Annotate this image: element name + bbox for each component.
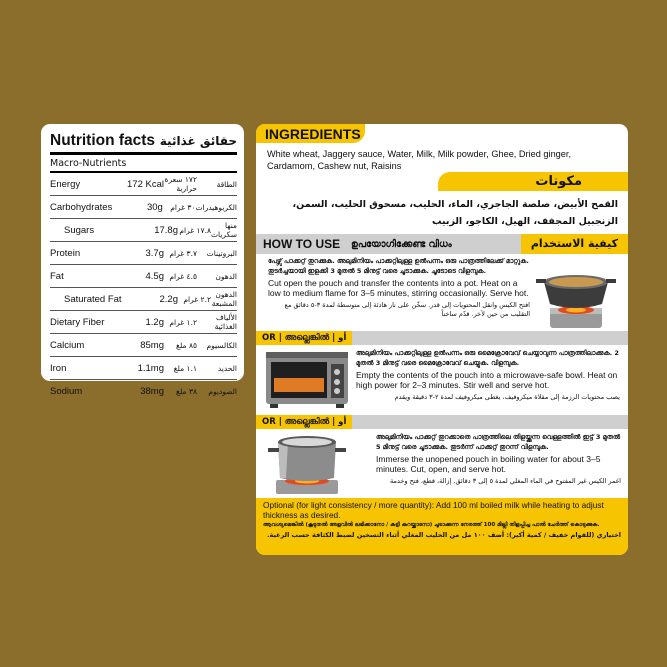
- step-text-arabic: يصب محتويات الرزمة إلى مقلاة ميكروفيف، يغطى ميكروفيف لمدة ٢-٣ دقيقة ويقدم: [394, 393, 620, 401]
- nutrient-name: Saturated Fat: [64, 293, 122, 305]
- or-label: OR | അല്ലെങ്കിൽ | أو: [256, 415, 352, 429]
- nutrient-name: Fat: [50, 270, 64, 282]
- step-text-arabic: افتح الكيس وانقل المحتويات إلى قدر. سخّن على نار هادئة إلى متوسطة لمدة ٣-٥ دقائق مع التقليب من حين لآخر. قدّم ساخناً: [284, 301, 530, 318]
- optional-text-english: Optional (for light consistency / more quantity): Add 100 ml boiled milk while heating to adjust thickness as desired.: [263, 500, 604, 520]
- nutrient-name: Carbohydrates: [50, 201, 113, 213]
- how-to-use-heading: HOW TO USE: [263, 237, 341, 251]
- nutrition-row: [50, 173, 237, 196]
- step-text-arabic: اغمر الكيس غير المفتوح في الماء المغلي لمدة ٥ إلى ٣ دقائق. إزالة، قطع، فتح وخدمة: [390, 477, 621, 485]
- nutrient-value: 17.8g: [154, 224, 178, 236]
- nutrient-name: Sugars: [64, 224, 95, 236]
- nutrient-value-arabic: ٣٠ غرام: [170, 202, 196, 212]
- how-to-use-heading-arabic: كيفية الاستخدام: [521, 234, 628, 254]
- step-stovetop: [268, 257, 530, 319]
- optional-text-arabic: اختياري (للقوام خفيف / كمية أكبر): أضف ١٠٠ مل من الحليب المغلي أثناء التسخين لضبط الكثافة حسب الرغبة.: [267, 531, 621, 539]
- nutrient-value: 30g: [146, 201, 163, 213]
- nutrition-header: [50, 132, 237, 155]
- nutrition-row: [50, 242, 237, 265]
- nutrient-name-arabic: الطاقة: [216, 179, 237, 189]
- nutrient-value: 172 Kcal: [127, 178, 164, 190]
- nutrient-value: 1.1mg: [137, 362, 164, 374]
- step-text-malayalam: അലുമിനിയം പാക്കറ്റിലുള്ള ഉൽപന്നം ഒരു മൈക്രോവേവ് ചെയ്യാവുന്ന പാത്രത്തിലാക്കുക. 2 മുതൽ 3 മിനുട്ട് വരെ മൈക്രോവേവ് ചെയ്യുക. വിളമ്പുക.: [356, 349, 619, 367]
- nutrition-row: [50, 357, 237, 380]
- or-divider: [256, 415, 628, 429]
- step-boil-in-bag: [376, 433, 621, 486]
- nutrient-value-arabic: ٤.٥ غرام: [169, 271, 197, 281]
- microwave-oven-icon: [264, 348, 350, 410]
- nutrient-name-arabic: الألياف الغذائية: [214, 313, 237, 331]
- ingredients-heading-arabic: مكونات: [438, 172, 628, 191]
- nutrition-row: [50, 311, 237, 334]
- nutrition-facts-panel: [41, 124, 244, 397]
- nutrient-name: Sodium: [50, 385, 83, 397]
- nutrition-row: [50, 380, 237, 402]
- ingredients-text-arabic: القمح الأبيض، صلصة الجاجري، الماء، الحليب، مسحوق الحليب، السمن، الزنجبيل المجفف، الهيل، الكاجو، الزبيب: [292, 199, 618, 227]
- nutrient-value-arabic: ١.٢ غرام: [169, 317, 197, 327]
- step-text-malayalam: പേഴ്സ് പാക്കറ്റ് തുറക്കുക. അലുമിനിയം പാക്കറ്റിലുള്ള ഉൽപന്നം ഒരു പാത്രത്തിലേക്ക് മാറ്റുക. തുടർച്ചയായി ഇളക്കി 3 മുതൽ 5 മിനുട്ട് വരെ ചൂടാക്കുക. ചൂടോടെ വിളമ്പുക.: [268, 257, 529, 275]
- step-microwave: [356, 349, 620, 402]
- nutrient-name-arabic: الدهون: [215, 271, 237, 281]
- nutrition-title: Nutrition facts: [50, 132, 156, 149]
- nutrient-name-arabic: الكالسيوم: [206, 340, 237, 350]
- how-to-use-bar: [256, 234, 628, 254]
- step-text-english: Cut open the pouch and transfer the contents into a pot. Heat on a low to medium flame for 3–5 minutes, stirring occasionally. Serve hot.: [268, 278, 529, 298]
- nutrient-name: Dietary Fiber: [50, 316, 105, 328]
- nutrient-value-arabic: ٣٨ ملغ: [176, 386, 197, 396]
- nutrient-value: 4.5g: [145, 270, 164, 282]
- nutrient-value-arabic: ١٧.٨ غرام: [179, 225, 211, 235]
- nutrient-value-arabic: ٢.٢ غرام: [183, 294, 211, 304]
- nutrition-row: [50, 288, 237, 311]
- nutrient-value-arabic: ٨٥ ملغ: [176, 340, 197, 350]
- nutrient-name: Protein: [50, 247, 81, 259]
- nutrient-name-arabic: البروتينات: [206, 248, 237, 258]
- step-text-malayalam: അലുമിനിയം പാക്കറ്റ് തുറക്കാതെ പാത്രത്തിലെ തിളയ്ക്കുന്ന വെള്ളത്തിൽ ഇട്ട് 3 മുതൽ 5 മിനുട്ട് വരെ ചൂടാക്കുക. തുടർന്ന് പാക്കറ്റ് തുറന്ന് വിളമ്പുക.: [376, 433, 621, 451]
- nutrient-name-arabic: الحديد: [217, 363, 237, 373]
- how-to-use-heading-malayalam: ഉപയോഗിക്കേണ്ട വിധം: [351, 238, 452, 250]
- instructions-panel: [256, 124, 628, 555]
- nutrient-value-arabic: ١٧٢ سعرة حرارية: [164, 175, 197, 193]
- ingredients-text: White wheat, Jaggery sauce, Water, Milk, Milk powder, Ghee, Dried ginger, Cardamom, Cashew nut, Raisins: [267, 149, 571, 171]
- nutrient-name-arabic: الكربوهيدرات: [195, 202, 237, 212]
- nutrient-value-arabic: ١.١ ملغ: [173, 363, 197, 373]
- nutrition-row: [50, 196, 237, 219]
- step-text-english: Empty the contents of the pouch into a microwave-safe bowl. Heat on high power for 2–3 minutes. Stir well and serve hot.: [356, 370, 618, 390]
- nutrient-value: 3.7g: [145, 247, 164, 259]
- nutrient-name: Calcium: [50, 339, 85, 351]
- nutrient-value: 38mg: [140, 385, 164, 397]
- nutrition-title-arabic: حقائق غذائية: [159, 134, 237, 148]
- or-label: OR | അല്ലെങ്കിൽ | أو: [256, 331, 352, 345]
- nutrition-row: [50, 219, 237, 242]
- nutrient-value: 2.2g: [159, 293, 178, 305]
- nutrient-name-arabic: الدهون المشبعة: [211, 290, 237, 308]
- optional-note: [256, 498, 628, 555]
- step-text-english: Immerse the unopened pouch in boiling water for about 3–5 minutes. Cut, open, and serve hot.: [376, 454, 601, 474]
- nutrient-value: 1.2g: [145, 316, 164, 328]
- ingredients-heading: INGREDIENTS: [256, 124, 365, 143]
- nutrition-subtitle: Macro-Nutrients: [50, 155, 237, 173]
- nutrition-row: [50, 265, 237, 288]
- nutrient-name: Iron: [50, 362, 67, 374]
- nutrient-value-arabic: ٣.٧ غرام: [169, 248, 197, 258]
- nutrition-row: [50, 334, 237, 357]
- nutrient-name: Energy: [50, 178, 81, 190]
- boiling-pot-icon: [264, 432, 350, 496]
- nutrient-name-arabic: منها سكريات: [211, 221, 237, 239]
- or-divider: [256, 331, 628, 345]
- pot-on-stove-icon: [536, 264, 616, 330]
- nutrient-name-arabic: الصوديوم: [208, 386, 237, 396]
- nutrition-rows: [50, 173, 237, 402]
- optional-text-malayalam: ആവശ്യമെങ്കിൽ (കൂടുതൽ അളവിൽ ലഭിക്കാനോ / കട്ടി കുറയ്ക്കാനോ) ചൂടാക്കുന്ന നേരത്ത് 100 മില്ലി തിളപ്പിച്ച പാൽ ചേർത്ത് കൊടുക്കുക.: [263, 522, 600, 528]
- nutrient-value: 85mg: [140, 339, 164, 351]
